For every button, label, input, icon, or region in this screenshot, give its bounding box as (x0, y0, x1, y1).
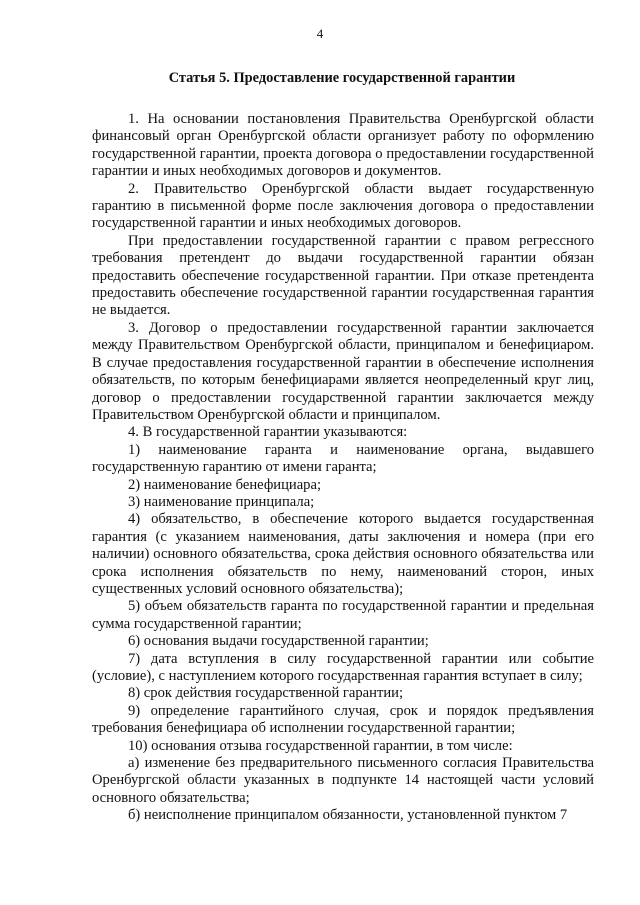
list-item-3: 3) наименование принципала; (128, 493, 315, 510)
list-item-8: 8) срок действия государственной гарантии; (128, 685, 404, 702)
list-item-9: 9) определение гарантийного случая, срок и порядок предъявления требования бенефициара об исполнении государственной гарантии; (92, 702, 594, 737)
paragraph-2-continued: При предоставлении государственной гарантии с правом регрессного требования претендент до выдачи государственной гарантии обязан предоставить обеспечение государственной гарантии. При отказе претендента предоставить обеспечение государственной гарантии государственная гарантия не выдается. (92, 232, 594, 319)
paragraph-3: 3. Договор о предоставлении государственной гарантии заключается между Правительством Оренбургской области, принципалом и бенефициаром. В случае предоставления государственной гарантии в обеспечение исполнения обязательств, по которым бенефициарами является неопределенный круг лиц, договор о предоставлении государственной гарантии заключается между Правительством Оренбургской области и принципалом. (92, 319, 594, 423)
paragraph-4: 4. В государственной гарантии указываются: (128, 424, 408, 441)
list-item-4: 4) обязательство, в обеспечение которого выдается государственная гарантия (с указанием наименования, даты заключения и номера (при его наличии) основного обязательства, срока действия основного обязательства или срока исполнения обязательств по нему, наименований сторон, иных существенных условий основного обязательства); (92, 511, 594, 597)
list-item-1: 1) наименование гаранта и наименование органа, выдавшего государственную гарантию от имени гаранта; (92, 441, 594, 476)
sub-item-b: б) неисполнение принципалом обязанности, установленной пунктом 7 (128, 807, 568, 824)
list-item-2: 2) наименование бенефициара; (128, 476, 322, 493)
sub-item-a: а) изменение без предварительного письменного согласия Правительства Оренбургской области указанных в подпункте 14 настоящей части условий основного обязательства; (92, 755, 594, 806)
paragraph-2: 2. Правительство Оренбургской области выдает государственную гарантию в письменной форме после заключения договора о предоставлении государственной гарантии и иных необходимых договоров. (92, 180, 594, 232)
list-item-7: 7) дата вступления в силу государственной гарантии или событие (условие), с наступлением которого государственная гарантия вступает в силу; (92, 650, 594, 684)
list-item-5: 5) объем обязательств гаранта по государственной гарантии и предельная сумма государственной гарантии; (92, 598, 594, 632)
article-body (92, 111, 594, 825)
article-title: Статья 5. Предоставление государственной гарантии (168, 70, 516, 86)
page-number: 4 (316, 26, 324, 41)
list-item-6: 6) основания выдачи государственной гарантии; (128, 633, 429, 650)
list-item-10: 10) основания отзыва государственной гарантии, в том числе: (128, 737, 513, 754)
paragraph-1: 1. На основании постановления Правительства Оренбургской области финансовый орган Оренбургской области организует работу по оформлению государственной гарантии, проекта договора о предоставлении государственной гарантии и иных необходимых договоров и документов. (92, 111, 594, 180)
